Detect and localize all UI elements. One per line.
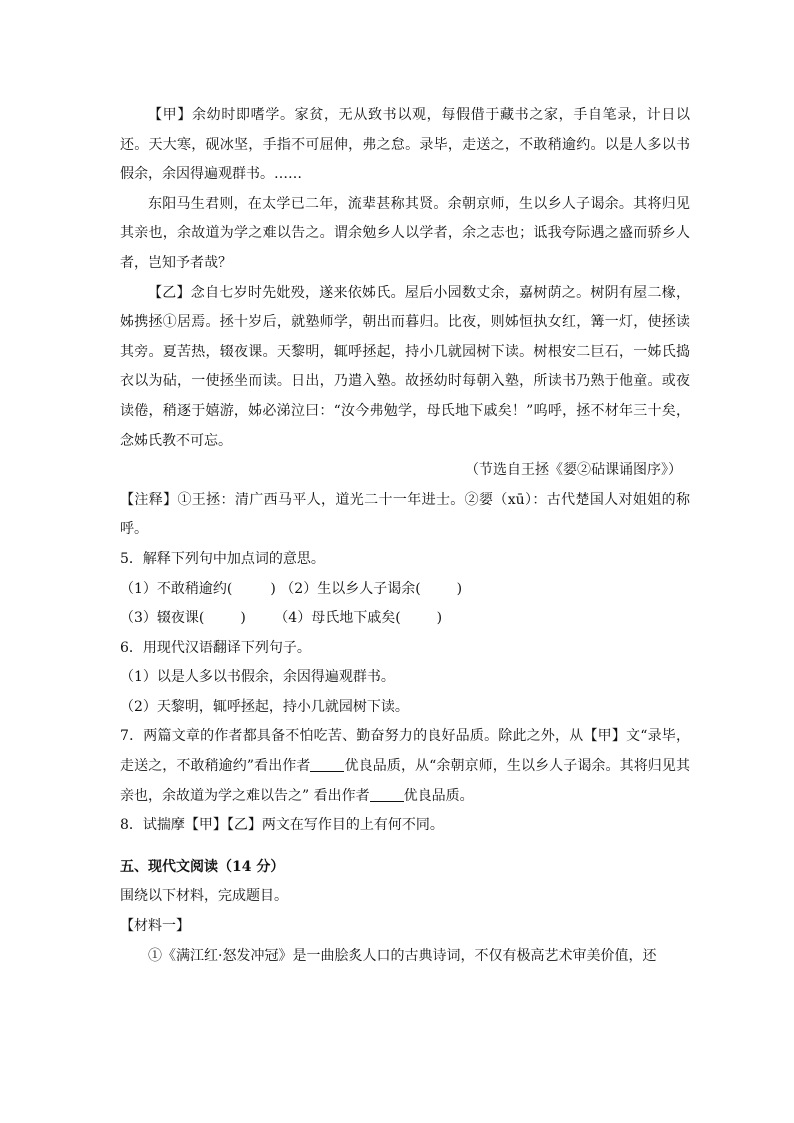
- question-8: 8．试揣摩【甲】【乙】两文在写作目的上有何不同。: [120, 817, 444, 834]
- passage-jia-paragraph-2: 东阳马生君则，在太学已二年，流辈甚称其贤。余朝京师，生以乡人子谒余。其将归见其亲也，余故道为学之难以告之。谓余勉乡人以学者，余之志也；诋我夸际遇之盛而骄乡人者，岂知予者哉？: [120, 195, 690, 271]
- passage-jia-paragraph-1: 【甲】余幼时即嗜学。家贫，无从致书以观，每假借于藏书之家，手自笔录，计日以还。天大寒，砚冰坚，手指不可屈伸，弗之怠。录毕，走送之，不敢稍逾约。以是人多以书假余，余因得遍观群书。……: [120, 107, 690, 183]
- question-6-title: 6．用现代汉语翻译下列句子。: [120, 639, 311, 656]
- question-5-item-1-close: ): [270, 580, 276, 597]
- material-1-paragraph-1: ①《满江红·怒发冲冠》是一曲脍炙人口的古典诗词，不仅有极高艺术审美价值，还: [148, 947, 657, 964]
- question-5-item-4-close: ): [436, 610, 443, 627]
- passage-yi-source: （节选自王拯《媭②砧课诵图序》）: [465, 462, 682, 479]
- section-5-title: 五、现代文阅读（14 分）: [120, 858, 285, 875]
- question-7-blank-2[interactable]: [370, 787, 404, 802]
- question-5-item-4: （4）母氏地下戚矣(: [274, 610, 401, 627]
- material-1-label: 【材料一】: [120, 918, 190, 935]
- question-7-part-1: 7．两篇文章的作者都具备不怕吃苦、勤奋努力的良好品质。除此之外，从【甲】文“录毕，走送之，不敢稍逾约”看出作者: [120, 728, 690, 775]
- question-6-sentence-2: （2）天黎明，辄呼拯起，持小几就园树下读。: [120, 698, 409, 715]
- document-content: [120, 101, 690, 971]
- question-5-item-2: （2）生以乡人子谒余(: [280, 580, 421, 597]
- question-7-part-3: 优良品质。: [403, 787, 474, 804]
- question-7-blank-1[interactable]: [310, 757, 344, 772]
- question-7: [120, 722, 690, 811]
- question-5-item-2-close: ): [456, 580, 463, 597]
- question-7-part-2: 优良品质，从“余朝京师，生以乡人子谒余。其将归见其亲也，余故道为学之难以告之” 看出作者: [120, 758, 690, 804]
- question-5-item-1: （1）不敢稍逾约(: [120, 580, 233, 597]
- question-5-items-row-2: [120, 604, 690, 634]
- question-6-sentence-1: （1）以是人多以书假余，余因得遍观群书。: [120, 669, 395, 686]
- passage-yi-paragraph-1: 【乙】念自七岁时先妣殁，遂来依姊氏。屋后小园数丈余，嘉树荫之。树阴有屋二椽，姊携拯①居焉。拯十岁后，就塾师学，朝出而暮归。比夜，则姊恒执女红，篝一灯，使拯读其旁。夏苦热，辍夜课。天黎明，辄呼拯起，持小几就园树下读。树根安二巨石，一姊氏捣衣以为砧，一使拯坐而读。日出，乃遣入塾。故拯幼时每朝入塾，所读书乃熟于他童。或夜读倦，稍逐于嬉游，姊必涕泣曰：“汝今弗勉学，母氏地下戚矣！”呜呼，拯不材年三十矣，念姊氏教不可忘。: [120, 284, 690, 449]
- question-5-items-row-1: [120, 575, 690, 605]
- question-5-title: 5．解释下列句中加点词的意思。: [120, 550, 325, 567]
- question-5-item-3: （3）辍夜课(: [120, 610, 205, 627]
- section-5-instruction: 围绕以下材料，完成题目。: [120, 888, 288, 905]
- question-5-item-3-close: ): [240, 610, 246, 627]
- annotation-notes: 【注释】①王拯：清广西马平人，道光二十一年进士。②媭（xū）：古代楚国人对姐姐的称呼。: [120, 491, 690, 538]
